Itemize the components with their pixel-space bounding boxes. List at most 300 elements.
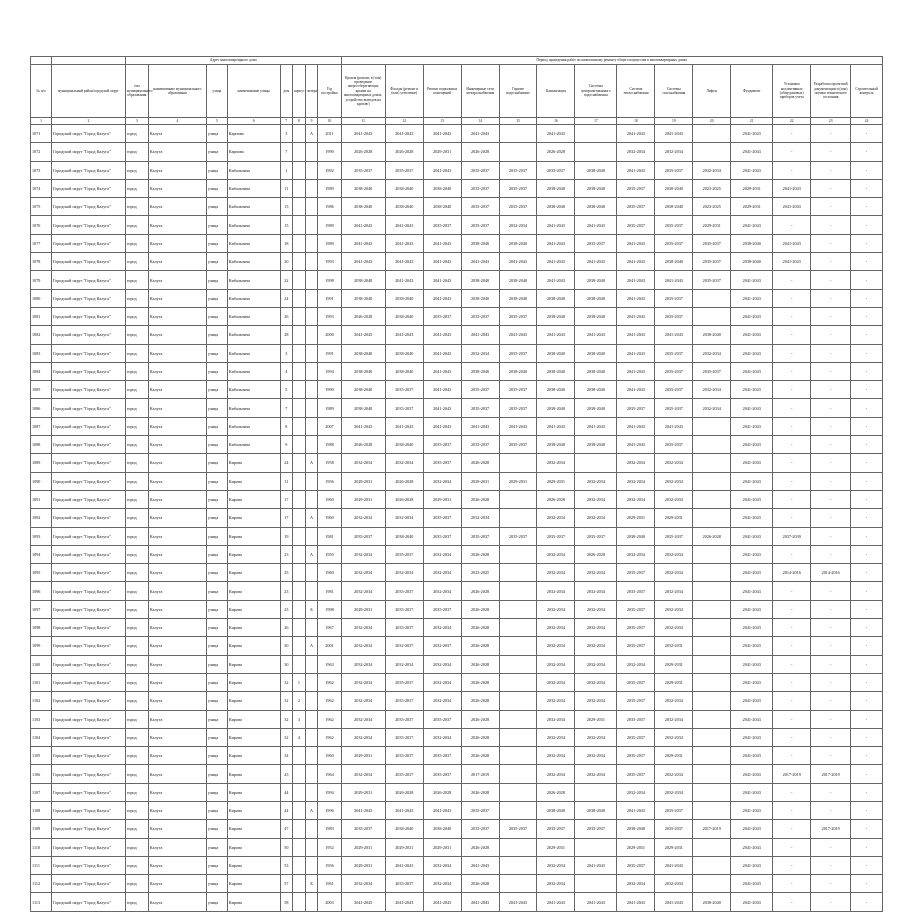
table-cell: город	[125, 307, 148, 325]
table-cell: 2032-2034	[423, 545, 461, 563]
table-cell: 2032-2034	[537, 637, 575, 655]
table-cell: 1084	[31, 362, 52, 380]
table-cell: 2041-2043	[423, 381, 461, 399]
column-number: 24	[851, 118, 883, 125]
table-cell: Калуга	[148, 692, 206, 710]
table-cell: Городской округ "Город Калуга"	[52, 271, 126, 289]
table-cell: 18	[280, 234, 293, 252]
table-row	[31, 454, 883, 472]
table-cell	[499, 637, 537, 655]
table-cell: улица	[206, 765, 227, 783]
table-cell: улица	[206, 253, 227, 271]
table-cell: -	[851, 509, 883, 527]
table-cell: -	[811, 728, 851, 746]
table-cell: улица	[206, 143, 227, 161]
table-cell: 2035-2037	[655, 216, 693, 234]
table-cell: 2035-2037	[499, 820, 537, 838]
table-cell: 2026-2028	[461, 875, 499, 893]
table-cell: -	[811, 234, 851, 252]
table-cell: 2035-2037	[461, 381, 499, 399]
table-cell: 1086	[31, 399, 52, 417]
table-cell: 2032-2034	[423, 875, 461, 893]
table-cell: -	[773, 600, 811, 618]
table-cell: 1083	[31, 344, 52, 362]
table-cell: Городской округ "Город Калуга"	[52, 801, 126, 819]
table-cell: 2035-2037	[655, 234, 693, 252]
table-cell: город	[125, 472, 148, 490]
table-cell	[693, 765, 731, 783]
table-cell: 2035-2037	[423, 600, 461, 618]
table-cell: 2038-2040	[385, 179, 423, 197]
table-cell: 1093	[31, 527, 52, 545]
table-cell: -	[851, 875, 883, 893]
table-cell: город	[125, 271, 148, 289]
table-cell	[305, 417, 318, 435]
table-cell: 2041-2043	[617, 362, 655, 380]
table-cell: Кибальчича	[227, 436, 280, 454]
table-cell	[305, 783, 318, 801]
table-cell: Калуга	[148, 198, 206, 216]
table-cell: 2041-2043	[617, 417, 655, 435]
table-cell: -	[811, 179, 851, 197]
table-cell	[499, 765, 537, 783]
table-cell	[305, 399, 318, 417]
table-row	[31, 582, 883, 600]
table-cell: 2041-2043	[537, 271, 575, 289]
table-cell: 2038-2040	[693, 326, 731, 344]
table-cell: -	[811, 289, 851, 307]
table-cell: 2035-2037	[617, 582, 655, 600]
table-cell: 3	[293, 710, 306, 728]
table-cell: 23	[280, 600, 293, 618]
table-cell: 2032-2034	[341, 545, 385, 563]
column-header: Установка коллективных (общедомовых) приборов учета	[773, 65, 811, 118]
table-cell	[693, 436, 731, 454]
table-cell: Кирова	[227, 710, 280, 728]
table-cell: 2035-2037	[499, 527, 537, 545]
table-cell: 2041-2043	[731, 564, 773, 582]
table-cell	[693, 655, 731, 673]
table-cell: -	[773, 820, 811, 838]
table-cell: Кибальчича	[227, 344, 280, 362]
table-cell: -	[811, 490, 851, 508]
table-cell: Кибальчича	[227, 253, 280, 271]
table-cell: улица	[206, 307, 227, 325]
table-cell: 2038-2040	[575, 161, 617, 179]
table-cell: Калуга	[148, 783, 206, 801]
table-cell: 58	[280, 893, 293, 911]
table-row	[31, 710, 883, 728]
table-cell: 2032-2034	[655, 875, 693, 893]
table-cell: 2029-2031	[341, 838, 385, 856]
table-cell	[499, 856, 537, 874]
table-cell: улица	[206, 490, 227, 508]
table-cell: Кирова	[227, 875, 280, 893]
table-cell: 2035-2037	[423, 747, 461, 765]
table-cell: улица	[206, 783, 227, 801]
table-cell: 2035-2037	[385, 619, 423, 637]
table-row	[31, 783, 883, 801]
table-cell: улица	[206, 472, 227, 490]
table-cell	[693, 472, 731, 490]
table-cell: 2026-2028	[461, 710, 499, 728]
table-cell: 2038-2040	[385, 362, 423, 380]
table-cell	[693, 564, 731, 582]
table-cell	[305, 490, 318, 508]
table-cell: 2035-2037	[537, 527, 575, 545]
table-cell: 2041-2043	[423, 234, 461, 252]
table-cell	[293, 381, 306, 399]
table-cell: -	[851, 161, 883, 179]
table-cell: 2041-2043	[423, 893, 461, 911]
table-cell: Калуга	[148, 637, 206, 655]
table-cell: 2032-2034	[655, 545, 693, 563]
table-cell: 2032-2037	[423, 637, 461, 655]
table-cell: 1103	[31, 710, 52, 728]
table-cell: 2041-2043	[731, 436, 773, 454]
table-cell: 2041-2043	[341, 417, 385, 435]
table-cell: 2035-2037	[499, 381, 537, 399]
table-cell: 2026-2028	[385, 143, 423, 161]
table-cell	[305, 564, 318, 582]
table-cell: 23	[280, 545, 293, 563]
table-cell: Калуга	[148, 436, 206, 454]
table-cell: улица	[206, 271, 227, 289]
table-cell: 1097	[31, 600, 52, 618]
table-cell: -	[851, 362, 883, 380]
table-cell: 2026-2028	[461, 454, 499, 472]
table-cell: 2026-2028	[461, 637, 499, 655]
table-cell: 2026-2028	[341, 143, 385, 161]
table-row	[31, 216, 883, 234]
column-number: 15	[499, 118, 537, 125]
table-cell: 2041-2043	[385, 253, 423, 271]
table-cell: 2038-2040	[537, 436, 575, 454]
table-cell: улица	[206, 326, 227, 344]
table-cell: 2038-2040	[731, 234, 773, 252]
table-cell: 2035-2037	[461, 307, 499, 325]
table-cell: 2032-2034	[655, 600, 693, 618]
table-cell: 1102	[31, 692, 52, 710]
table-cell: -	[851, 600, 883, 618]
table-cell: Кирова	[227, 856, 280, 874]
table-cell: 2041-2043	[423, 801, 461, 819]
table-cell: 2041-2043	[655, 856, 693, 874]
table-cell: Калуга	[148, 472, 206, 490]
table-cell: 2032-2034	[341, 710, 385, 728]
column-header: наименование муниципального образования	[148, 65, 206, 118]
table-cell	[693, 801, 731, 819]
table-cell: -	[773, 143, 811, 161]
column-header: Горячее водоснабжение	[499, 65, 537, 118]
table-cell: 2026-2028	[385, 472, 423, 490]
table-cell: Калуга	[148, 564, 206, 582]
table-cell: Городской округ "Город Калуга"	[52, 344, 126, 362]
table-cell: 2032-2034	[575, 472, 617, 490]
table-cell: Кибальчича	[227, 399, 280, 417]
table-cell: 2041-2043	[341, 801, 385, 819]
table-cell: улица	[206, 179, 227, 197]
table-cell: 2041-2043	[499, 326, 537, 344]
table-cell: 1091	[31, 490, 52, 508]
table-cell: Кирова	[227, 509, 280, 527]
table-cell: 2041-2043	[423, 289, 461, 307]
table-cell: Городской округ "Город Калуга"	[52, 381, 126, 399]
table-row	[31, 655, 883, 673]
table-cell: 2038-2040	[341, 362, 385, 380]
table-cell: 7	[280, 399, 293, 417]
table-cell: 2035-2037	[693, 253, 731, 271]
table-cell	[293, 362, 306, 380]
table-cell: -	[811, 436, 851, 454]
table-cell	[693, 289, 731, 307]
table-cell: Калуга	[148, 582, 206, 600]
table-cell: 2038-2040	[575, 179, 617, 197]
table-cell: 53	[280, 856, 293, 874]
table-cell: Карпова	[227, 125, 280, 143]
table-cell: Городской округ "Город Калуга"	[52, 637, 126, 655]
table-cell: город	[125, 673, 148, 691]
table-cell: 1958	[318, 454, 341, 472]
table-cell	[305, 619, 318, 637]
table-cell: 2041-2043	[731, 161, 773, 179]
table-cell: 2032-2034	[617, 143, 655, 161]
table-cell: 2038-2040	[537, 381, 575, 399]
table-cell: -	[851, 253, 883, 271]
table-cell: 2029-2031	[655, 838, 693, 856]
table-cell	[293, 436, 306, 454]
table-cell: улица	[206, 289, 227, 307]
table-cell: 30	[280, 637, 293, 655]
table-cell: 2029-2031	[423, 838, 461, 856]
table-cell: город	[125, 527, 148, 545]
table-cell	[499, 582, 537, 600]
table-cell: 2038-2040	[341, 179, 385, 197]
table-cell: 2038-2040	[575, 436, 617, 454]
table-cell: Кирова	[227, 747, 280, 765]
table-cell: Калуга	[148, 399, 206, 417]
table-cell: А	[305, 454, 318, 472]
table-cell: улица	[206, 454, 227, 472]
table-cell: 2035-2037	[385, 710, 423, 728]
table-cell: Городской округ "Город Калуга"	[52, 179, 126, 197]
table-cell: 2035-2037	[617, 216, 655, 234]
column-header: Лифты	[693, 65, 731, 118]
table-cell	[693, 600, 731, 618]
table-cell: 2032-2034	[341, 582, 385, 600]
table-cell: Калуга	[148, 838, 206, 856]
table-cell: -	[811, 472, 851, 490]
table-cell: 2032-2034	[655, 582, 693, 600]
table-cell: 2026-2028	[537, 143, 575, 161]
table-cell: 2035-2037	[461, 820, 499, 838]
table-cell: 2	[293, 692, 306, 710]
table-cell: 1075	[31, 198, 52, 216]
table-cell: улица	[206, 545, 227, 563]
table-cell: 17	[280, 509, 293, 527]
table-cell: 2026-2028	[423, 783, 461, 801]
table-cell: 2041-2043	[617, 289, 655, 307]
table-cell	[575, 783, 617, 801]
table-cell: 2026-2028	[461, 582, 499, 600]
table-cell: 2041-2043	[731, 326, 773, 344]
table-cell: -	[773, 893, 811, 911]
table-cell: город	[125, 893, 148, 911]
table-cell: 2035-2037	[537, 161, 575, 179]
table-cell	[293, 875, 306, 893]
table-cell: 2038-2040	[537, 362, 575, 380]
table-cell	[293, 289, 306, 307]
table-cell: Городской округ "Город Калуга"	[52, 307, 126, 325]
table-cell: 2035-2037	[575, 527, 617, 545]
table-cell: улица	[206, 728, 227, 746]
table-row	[31, 820, 883, 838]
table-cell	[575, 875, 617, 893]
table-cell: Городской округ "Город Калуга"	[52, 545, 126, 563]
table-cell: город	[125, 856, 148, 874]
table-row	[31, 253, 883, 271]
table-cell: 5	[280, 381, 293, 399]
table-cell: Кибальчича	[227, 289, 280, 307]
table-cell: 2029-2031	[537, 838, 575, 856]
table-cell: 2041-2043	[731, 747, 773, 765]
table-cell: 2032-2034	[341, 692, 385, 710]
table-cell: 1090	[31, 472, 52, 490]
table-cell: Б	[305, 875, 318, 893]
table-row	[31, 509, 883, 527]
table-cell: Городской округ "Город Калуга"	[52, 838, 126, 856]
table-cell: 2029-2031	[537, 472, 575, 490]
table-cell: 2041-2043	[423, 417, 461, 435]
table-cell: 2035-2037	[655, 436, 693, 454]
table-cell: 2032-2034	[575, 747, 617, 765]
table-cell	[293, 655, 306, 673]
table-cell: 2038-2040	[575, 362, 617, 380]
table-cell: 2038-2040	[575, 381, 617, 399]
table-cell: 2041-2043	[731, 344, 773, 362]
table-row	[31, 728, 883, 746]
table-cell: 2032-2034	[423, 582, 461, 600]
table-cell: 2032-2034	[537, 710, 575, 728]
table-cell: 2038-2040	[537, 307, 575, 325]
table-cell: Калуга	[148, 344, 206, 362]
table-cell	[693, 747, 731, 765]
table-cell: -	[811, 600, 851, 618]
table-cell: Городской округ "Город Калуга"	[52, 472, 126, 490]
table-cell: -	[811, 509, 851, 527]
column-number: 20	[693, 118, 731, 125]
table-cell: 2041-2043	[731, 125, 773, 143]
table-cell: 2032-2034	[341, 728, 385, 746]
table-cell: город	[125, 875, 148, 893]
table-cell: 1963	[318, 655, 341, 673]
table-cell: 1964	[318, 765, 341, 783]
table-cell: 1956	[318, 472, 341, 490]
table-cell	[693, 143, 731, 161]
table-cell: 2035-2037	[461, 216, 499, 234]
table-cell: 2041-2043	[461, 856, 499, 874]
table-cell: 2041-2043	[617, 307, 655, 325]
table-cell: -	[851, 417, 883, 435]
table-cell: Калуга	[148, 326, 206, 344]
table-cell: 2026-2028	[461, 619, 499, 637]
table-cell: улица	[206, 838, 227, 856]
column-header: № п/п	[31, 65, 52, 118]
table-row	[31, 893, 883, 911]
table-row	[31, 838, 883, 856]
table-cell	[293, 399, 306, 417]
table-cell	[575, 838, 617, 856]
table-cell: Кирова	[227, 527, 280, 545]
table-cell: 2032-2034	[423, 472, 461, 490]
table-cell: 2041-2043	[423, 344, 461, 362]
table-cell: -	[773, 436, 811, 454]
table-cell	[305, 362, 318, 380]
table-row	[31, 326, 883, 344]
table-cell: 1105	[31, 747, 52, 765]
table-cell: 2032-2034	[537, 765, 575, 783]
table-cell: -	[851, 710, 883, 728]
table-cell	[693, 307, 731, 325]
table-cell: 1993	[318, 307, 341, 325]
table-cell: 2032-2034	[499, 216, 537, 234]
column-number: 6	[227, 118, 280, 125]
table-cell: 2032-2034	[655, 619, 693, 637]
table-cell: 2041-2043	[731, 490, 773, 508]
table-cell	[293, 344, 306, 362]
table-cell: 2032-2034	[537, 747, 575, 765]
table-cell	[693, 619, 731, 637]
table-cell: -	[773, 454, 811, 472]
table-cell: Городской округ "Город Калуга"	[52, 747, 126, 765]
table-cell: -	[851, 143, 883, 161]
table-cell: 2035-2037	[461, 801, 499, 819]
table-cell: 1088	[31, 436, 52, 454]
table-cell	[305, 893, 318, 911]
table-cell: -	[851, 179, 883, 197]
table-cell: Городской округ "Город Калуга"	[52, 436, 126, 454]
table-cell: -	[851, 673, 883, 691]
table-cell: Городской округ "Город Калуга"	[52, 161, 126, 179]
table-cell: 2035-2037	[617, 564, 655, 582]
table-cell: Кирова	[227, 893, 280, 911]
table-cell: А	[305, 545, 318, 563]
table-cell: 2017-2019	[811, 765, 851, 783]
table-cell: 1089	[31, 454, 52, 472]
table-cell: 23	[280, 582, 293, 600]
table-cell: 2035-2037	[423, 454, 461, 472]
table-cell: -	[811, 875, 851, 893]
table-cell: 2041-2043	[537, 893, 575, 911]
table-cell	[693, 509, 731, 527]
table-cell	[293, 838, 306, 856]
table-cell: -	[851, 381, 883, 399]
table-cell: 2032-2034	[575, 728, 617, 746]
table-cell: 2032-2034	[341, 564, 385, 582]
table-cell: 2026-2028	[341, 307, 385, 325]
column-number: 22	[773, 118, 811, 125]
table-cell: 2041-2043	[617, 344, 655, 362]
table-cell: -	[773, 747, 811, 765]
table-cell: 2035-2037	[385, 545, 423, 563]
table-cell: 2032-2034	[537, 673, 575, 691]
table-cell: 2035-2037	[693, 362, 731, 380]
table-cell: 1099	[31, 637, 52, 655]
table-cell: Кибальчича	[227, 234, 280, 252]
table-cell: 2032-2034	[617, 545, 655, 563]
table-cell: Городской округ "Город Калуга"	[52, 600, 126, 618]
table-cell: 2038-2040	[385, 307, 423, 325]
